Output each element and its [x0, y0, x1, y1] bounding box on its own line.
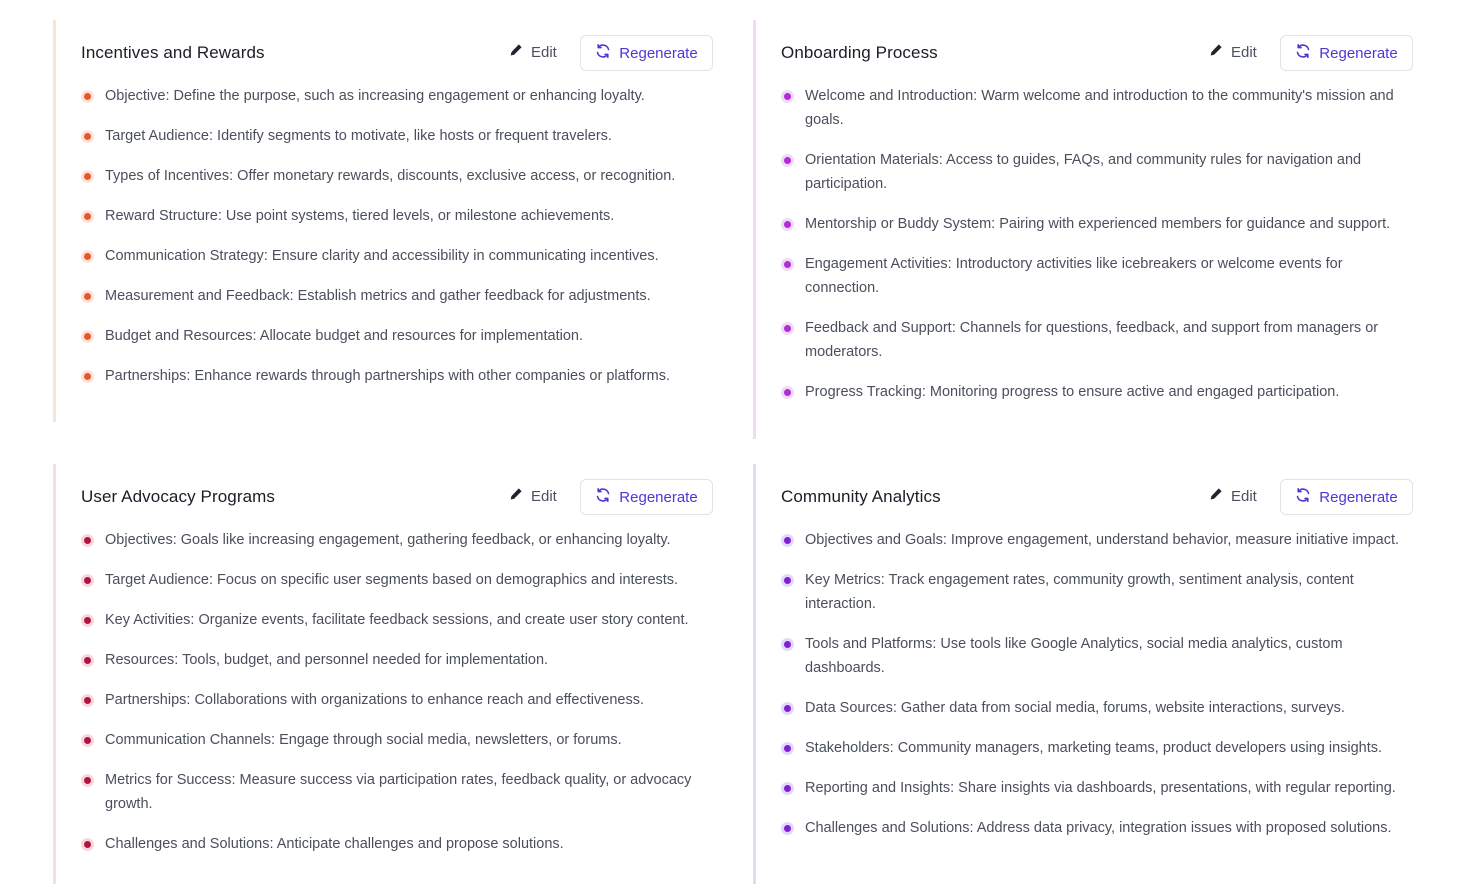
bullet-dot-icon: [81, 654, 94, 667]
edit-label: Edit: [531, 487, 557, 505]
list-item: [81, 324, 701, 348]
list-item: [81, 768, 701, 816]
list-item: [781, 316, 1401, 364]
bullet-dot-icon: [81, 534, 94, 547]
list-item-text: Partnerships: Collaborations with organizations to enhance reach and effectiveness.: [105, 692, 644, 708]
bullet-dot-icon: [81, 574, 94, 587]
card-header: [81, 464, 713, 526]
list-item-text: Types of Incentives: Offer monetary rewards, discounts, exclusive access, or recognition.: [105, 168, 676, 184]
bullet-dot-icon: [81, 694, 94, 707]
list-item: [81, 284, 701, 308]
bullet-dot-icon: [81, 614, 94, 627]
list-item: [81, 568, 701, 592]
list-item: [81, 244, 701, 268]
bullet-dot-icon: [781, 154, 794, 167]
regenerate-button[interactable]: [580, 35, 713, 71]
bullet-dot-icon: [781, 574, 794, 587]
list-item-text: Orientation Materials: Access to guides, FAQs, and community rules for navigation and participation.: [805, 152, 1362, 192]
regenerate-label: Regenerate: [619, 488, 698, 506]
list-item-text: Communication Channels: Engage through social media, newsletters, or forums.: [105, 732, 622, 748]
bullet-dot-icon: [781, 702, 794, 715]
card-title: User Advocacy Programs: [81, 487, 275, 506]
list-item-text: Communication Strategy: Ensure clarity and accessibility in communicating incentives.: [105, 248, 659, 264]
card-community-analytics: [753, 464, 1413, 884]
bullet-dot-icon: [781, 534, 794, 547]
list-item-text: Resources: Tools, budget, and personnel needed for implementation.: [105, 652, 549, 668]
list-item: [81, 832, 701, 856]
list-item: [81, 84, 701, 108]
item-list: [81, 82, 713, 388]
item-list: [81, 526, 713, 856]
list-item-text: Reporting and Insights: Share insights via dashboards, presentations, with regular reporting.: [805, 780, 1396, 796]
card-user-advocacy-programs: [53, 464, 713, 884]
regenerate-label: Regenerate: [1319, 488, 1398, 506]
list-item-text: Key Activities: Organize events, facilitate feedback sessions, and create user story content.: [105, 612, 689, 628]
bullet-dot-icon: [81, 290, 94, 303]
list-item-text: Partnerships: Enhance rewards through partnerships with other companies or platforms.: [105, 368, 670, 384]
regenerate-label: Regenerate: [619, 44, 698, 62]
list-item: [781, 528, 1401, 552]
bullet-dot-icon: [81, 90, 94, 103]
list-item: [781, 84, 1401, 132]
edit-button[interactable]: [509, 43, 557, 61]
list-item-text: Objective: Define the purpose, such as increasing engagement or enhancing loyalty.: [105, 88, 645, 104]
bullet-dot-icon: [81, 130, 94, 143]
list-item-text: Engagement Activities: Introductory activities like icebreakers or welcome events for connection.: [805, 256, 1343, 296]
list-item-text: Stakeholders: Community managers, marketing teams, product developers using insights.: [805, 740, 1383, 756]
list-item: [781, 380, 1401, 404]
card-header: [81, 20, 713, 82]
bullet-dot-icon: [81, 250, 94, 263]
list-item: [781, 816, 1401, 840]
list-item: [781, 736, 1401, 760]
list-item: [81, 164, 701, 188]
list-item-text: Feedback and Support: Channels for questions, feedback, and support from managers or moderators.: [805, 320, 1379, 360]
list-item: [81, 728, 701, 752]
bullet-dot-icon: [81, 734, 94, 747]
card-header: [781, 464, 1413, 526]
list-item-text: Data Sources: Gather data from social media, forums, website interactions, surveys.: [805, 700, 1345, 716]
list-item: [781, 632, 1401, 680]
edit-button[interactable]: [1209, 43, 1257, 61]
list-item-text: Challenges and Solutions: Anticipate challenges and propose solutions.: [105, 836, 564, 852]
list-item: [781, 776, 1401, 800]
refresh-icon: [595, 487, 611, 507]
pencil-icon: [1209, 43, 1223, 61]
bullet-dot-icon: [781, 638, 794, 651]
regenerate-button[interactable]: [580, 479, 713, 515]
bullet-dot-icon: [81, 210, 94, 223]
pencil-icon: [1209, 487, 1223, 505]
pencil-icon: [509, 487, 523, 505]
regenerate-label: Regenerate: [1319, 44, 1398, 62]
list-item: [81, 608, 701, 632]
list-item-text: Objectives and Goals: Improve engagement, understand behavior, measure initiative impact.: [805, 532, 1400, 548]
list-item: [781, 212, 1401, 236]
bullet-dot-icon: [781, 386, 794, 399]
list-item: [781, 252, 1401, 300]
refresh-icon: [1295, 43, 1311, 63]
item-list: [781, 526, 1413, 840]
pencil-icon: [509, 43, 523, 61]
list-item-text: Reward Structure: Use point systems, tiered levels, or milestone achievements.: [105, 208, 615, 224]
bullet-dot-icon: [781, 90, 794, 103]
list-item: [81, 528, 701, 552]
card-title: Incentives and Rewards: [81, 43, 265, 62]
list-item-text: Welcome and Introduction: Warm welcome and introduction to the community's mission and goals.: [805, 88, 1394, 128]
card-title: Onboarding Process: [781, 43, 938, 62]
bullet-dot-icon: [781, 218, 794, 231]
card-title: Community Analytics: [781, 487, 941, 506]
bullet-dot-icon: [781, 742, 794, 755]
edit-button[interactable]: [509, 487, 557, 505]
list-item: [81, 688, 701, 712]
list-item-text: Mentorship or Buddy System: Pairing with experienced members for guidance and support.: [805, 216, 1391, 232]
list-item: [81, 204, 701, 228]
edit-label: Edit: [1231, 487, 1257, 505]
list-item: [781, 148, 1401, 196]
list-item-text: Progress Tracking: Monitoring progress to ensure active and engaged participation.: [805, 384, 1340, 400]
card-incentives-and-rewards: [53, 20, 713, 422]
edit-label: Edit: [531, 43, 557, 61]
item-list: [781, 82, 1413, 404]
bullet-dot-icon: [781, 322, 794, 335]
list-item-text: Objectives: Goals like increasing engagement, gathering feedback, or enhancing loyalty.: [105, 532, 671, 548]
card-onboarding-process: [753, 20, 1413, 439]
edit-button[interactable]: [1209, 487, 1257, 505]
bullet-dot-icon: [81, 330, 94, 343]
bullet-dot-icon: [81, 370, 94, 383]
bullet-dot-icon: [781, 782, 794, 795]
edit-label: Edit: [1231, 43, 1257, 61]
regenerate-button[interactable]: [1280, 35, 1413, 71]
bullet-dot-icon: [781, 822, 794, 835]
bullet-dot-icon: [81, 774, 94, 787]
list-item: [81, 648, 701, 672]
list-item-text: Metrics for Success: Measure success via participation rates, feedback quality, or advocacy growth.: [105, 772, 692, 812]
list-item-text: Target Audience: Identify segments to motivate, like hosts or frequent travelers.: [105, 128, 612, 144]
bullet-dot-icon: [81, 838, 94, 851]
list-item-text: Budget and Resources: Allocate budget and resources for implementation.: [105, 328, 583, 344]
card-header: [781, 20, 1413, 82]
list-item-text: Target Audience: Focus on specific user segments based on demographics and interests.: [105, 572, 679, 588]
bullet-dot-icon: [81, 170, 94, 183]
list-item: [781, 568, 1401, 616]
list-item-text: Measurement and Feedback: Establish metrics and gather feedback for adjustments.: [105, 288, 651, 304]
regenerate-button[interactable]: [1280, 479, 1413, 515]
refresh-icon: [595, 43, 611, 63]
list-item: [781, 696, 1401, 720]
bullet-dot-icon: [781, 258, 794, 271]
list-item-text: Key Metrics: Track engagement rates, community growth, sentiment analysis, content interaction.: [805, 572, 1354, 612]
refresh-icon: [1295, 487, 1311, 507]
list-item: [81, 364, 701, 388]
list-item-text: Challenges and Solutions: Address data privacy, integration issues with proposed solutions.: [805, 820, 1392, 836]
list-item: [81, 124, 701, 148]
list-item-text: Tools and Platforms: Use tools like Google Analytics, social media analytics, custom dashboards.: [805, 636, 1343, 676]
